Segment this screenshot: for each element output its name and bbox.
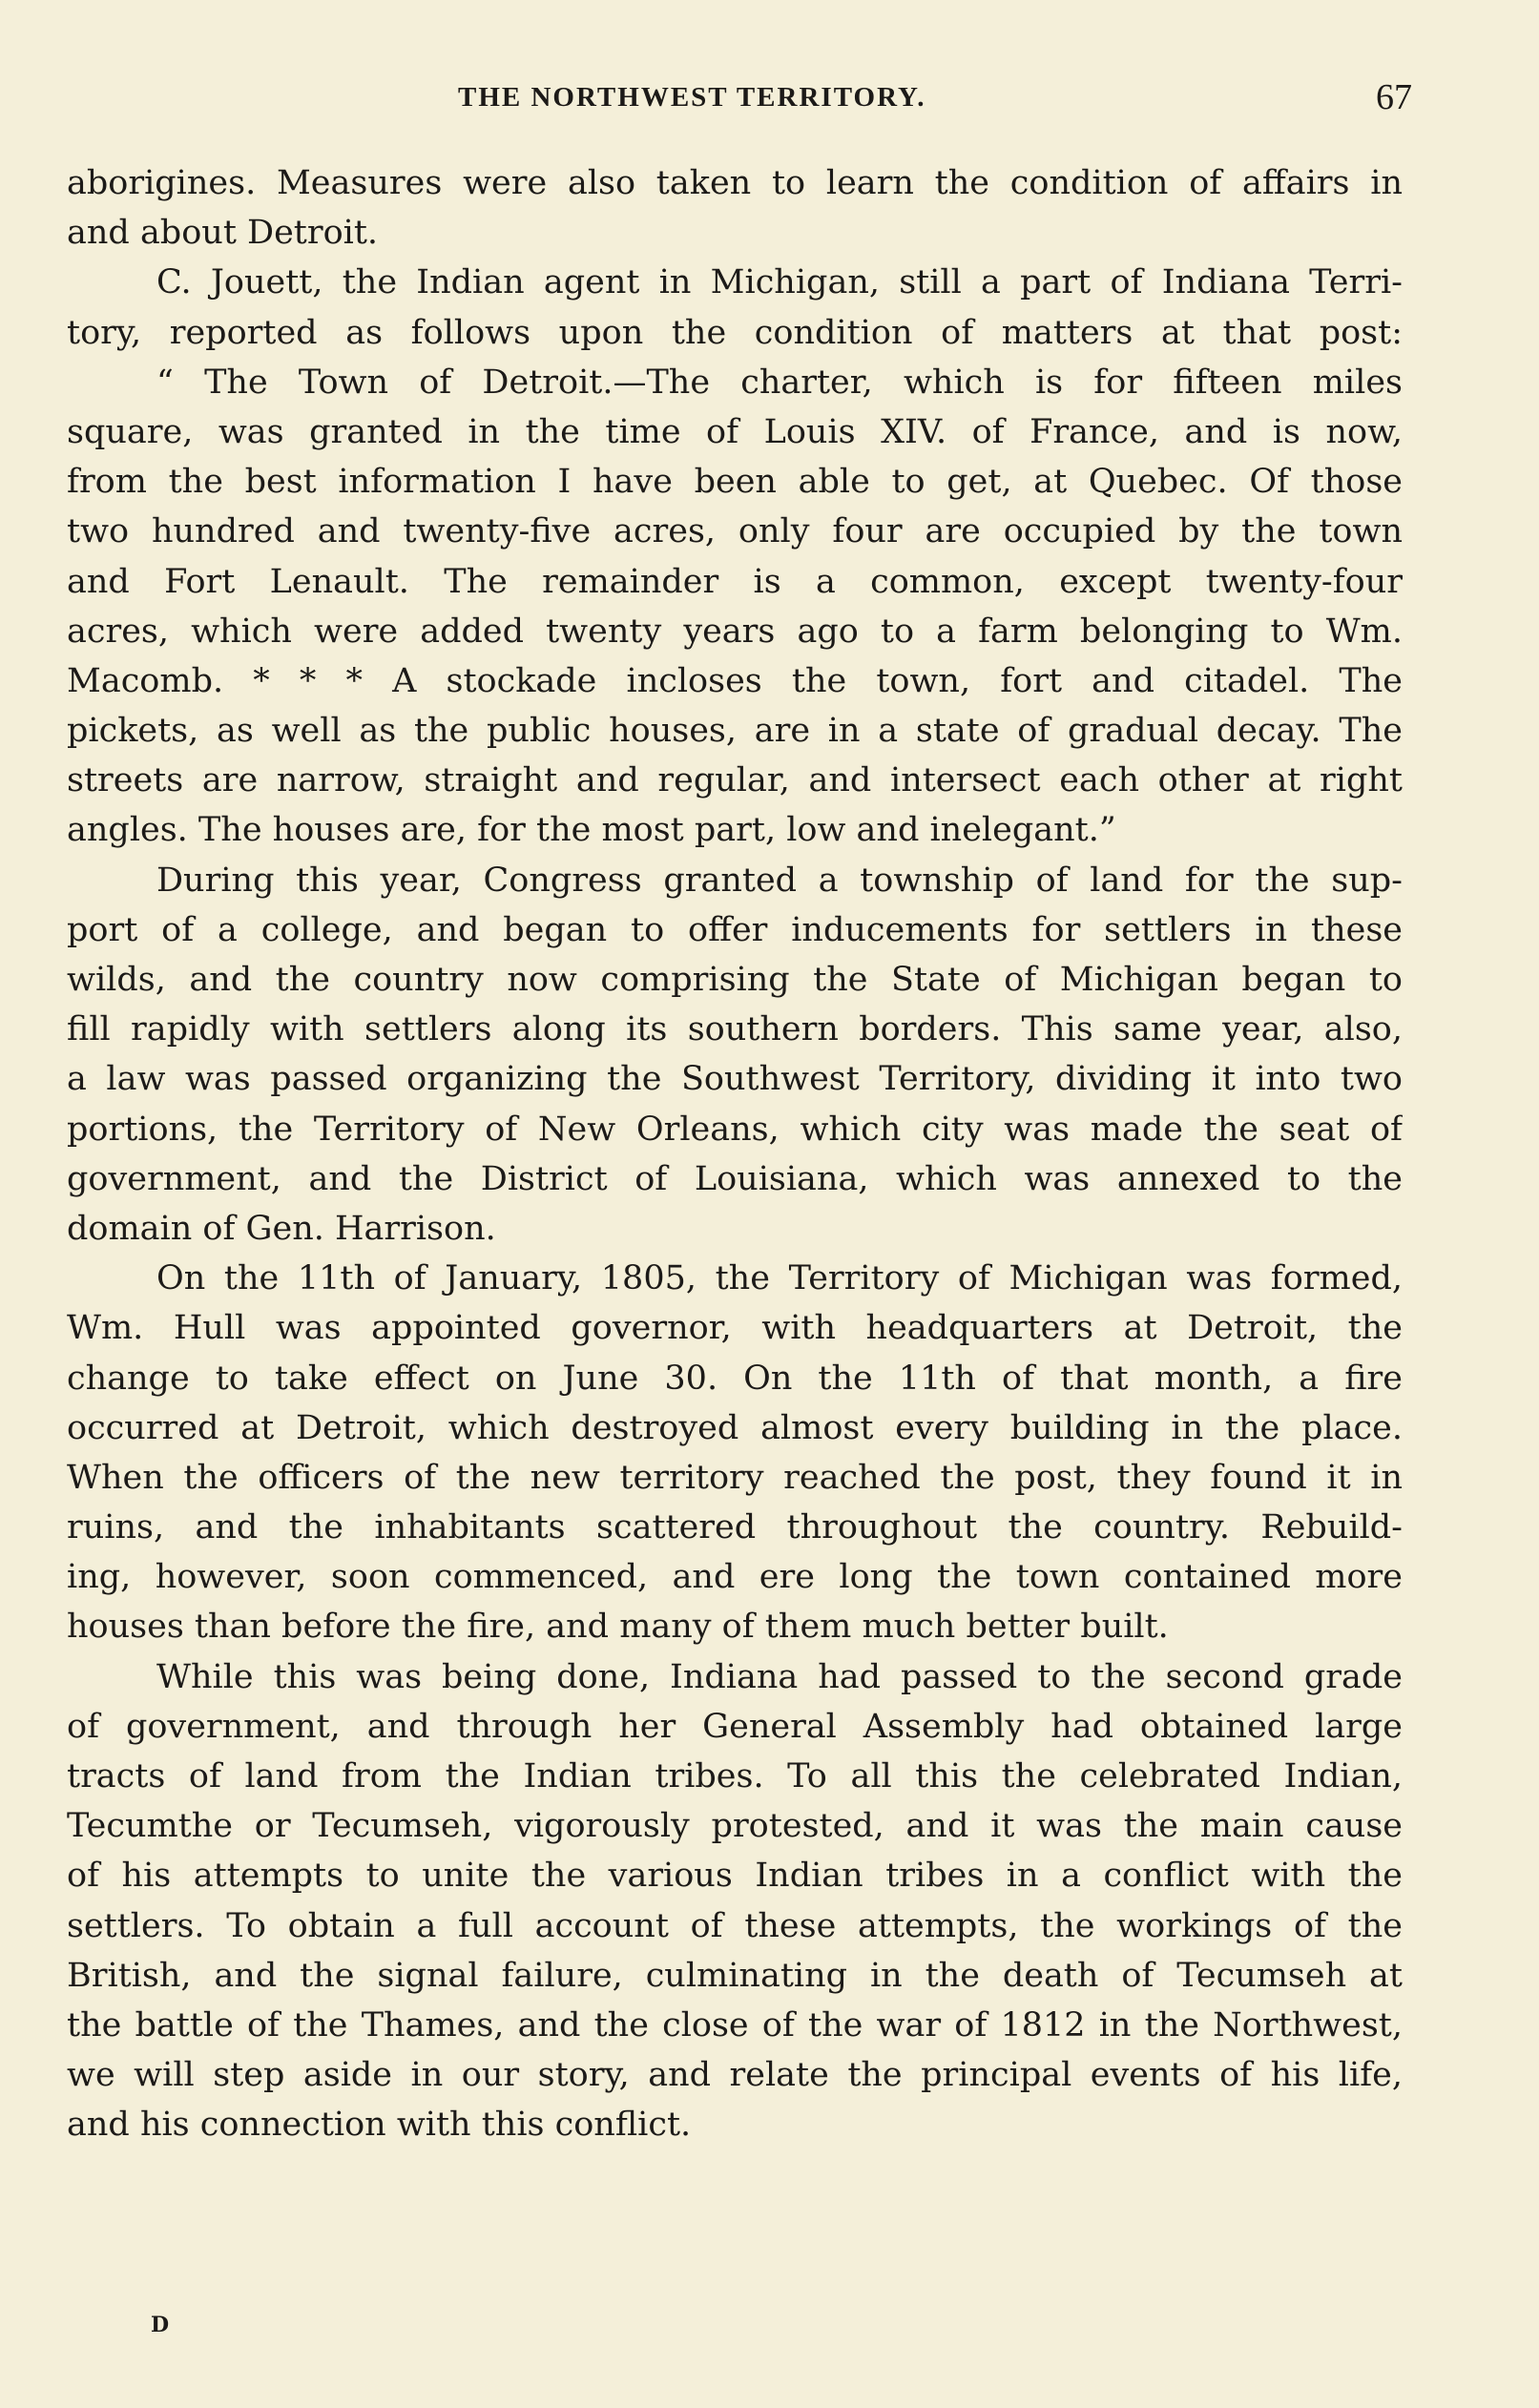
text-line: Tecumthe or Tecumseh, vigorously protested, and it was the main cause [67, 1807, 1403, 1846]
text-line: angles. The houses are, for the most part, low and inelegant.” [67, 811, 1116, 850]
text-line: During this year, Congress granted a township of land for the sup- [156, 861, 1403, 900]
text-line: ing, however, soon commenced, and ere long the town contained more [67, 1558, 1403, 1597]
text-line: streets are narrow, straight and regular, and intersect each other at right [67, 761, 1403, 800]
text-line: ruins, and the inhabitants scattered throughout the country. Rebuild- [67, 1508, 1403, 1547]
text-line: port of a college, and began to offer inducements for settlers in these [67, 910, 1403, 949]
text-line: fill rapidly with settlers along its southern borders. This same year, also, [67, 1010, 1403, 1049]
text-line: aborigines. Measures were also taken to learn the condition of affairs in [67, 164, 1403, 202]
text-line: of his attempts to unite the various Indian tribes in a conflict with the [67, 1857, 1403, 1896]
text-line: Macomb. * * * A stockade incloses the town, fort and citadel. The [67, 661, 1403, 700]
text-line: two hundred and twenty-five acres, only four are occupied by the town [67, 512, 1403, 551]
text-line: C. Jouett, the Indian agent in Michigan, still a part of Indiana Terri- [156, 263, 1403, 302]
text-line: domain of Gen. Harrison. [67, 1209, 496, 1248]
text-line: occurred at Detroit, which destroyed almost every building in the place. [67, 1408, 1403, 1447]
text-line: On the 11th of January, 1805, the Territory of Michigan was formed, [156, 1259, 1403, 1298]
running-head: THE NORTHWEST TERRITORY. [458, 82, 926, 113]
text-line: British, and the signal failure, culminating in the death of Tecumseh at [67, 1956, 1403, 1995]
text-line: we will step aside in our story, and relate the principal events of his life, [67, 2056, 1403, 2095]
text-line: When the officers of the new territory reached the post, they found it in [67, 1458, 1403, 1497]
text-line: and Fort Lenault. The remainder is a common, except twenty-four [67, 562, 1403, 601]
text-line: portions, the Territory of New Orleans, which city was made the seat of [67, 1110, 1403, 1149]
text-line: of government, and through her General Assembly had obtained large [67, 1707, 1403, 1746]
text-line: Wm. Hull was appointed governor, with headquarters at Detroit, the [67, 1309, 1403, 1348]
text-line: government, and the District of Louisiana, which was annexed to the [67, 1159, 1403, 1198]
text-line: houses than before the fire, and many of them much better built. [67, 1608, 1169, 1647]
text-line: acres, which were added twenty years ago to a farm belonging to Wm. [67, 612, 1403, 651]
text-line: tracts of land from the Indian tribes. To all this the celebrated Indian, [67, 1757, 1403, 1796]
body-text [67, 158, 1403, 2150]
text-line: wilds, and the country now comprising the State of Michigan began to [67, 961, 1403, 999]
text-line: change to take effect on June 30. On the 11th of that month, a fire [67, 1359, 1403, 1398]
text-line: and about Detroit. [67, 214, 379, 253]
page-header [67, 76, 1412, 124]
text-line: and his connection with this conflict. [67, 2106, 692, 2145]
text-line: settlers. To obtain a full account of these attempts, the workings of the [67, 1906, 1403, 1945]
signature-mark: D [151, 2313, 170, 2337]
text-line: “ The Town of Detroit.—The charter, which is for fifteen miles [156, 363, 1403, 402]
text-line: from the best information I have been able to get, at Quebec. Of those [67, 463, 1403, 502]
text-line: the battle of the Thames, and the close of the war of 1812 in the Northwest, [67, 2005, 1403, 2045]
text-line: a law was passed organizing the Southwest Territory, dividing it into two [67, 1060, 1403, 1099]
text-line: square, was granted in the time of Louis XIV. of France, and is now, [67, 412, 1403, 451]
page-number: 67 [1376, 77, 1412, 117]
text-line: pickets, as well as the public houses, are in a state of gradual decay. The [67, 712, 1403, 751]
text-line: While this was being done, Indiana had passed to the second grade [156, 1657, 1403, 1696]
text-line: tory, reported as follows upon the condition of matters at that post: [67, 313, 1403, 352]
